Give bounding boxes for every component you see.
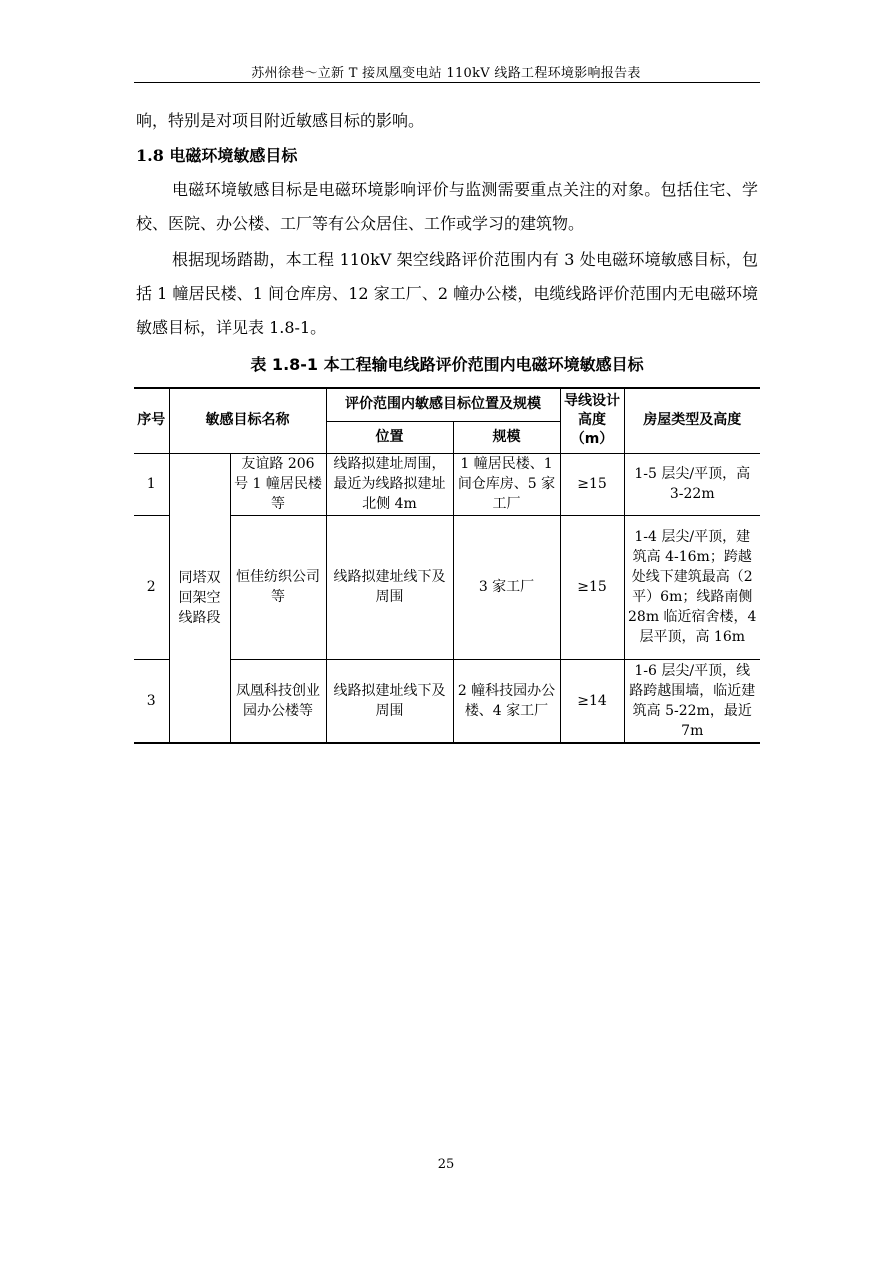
page-number: 25: [437, 1157, 455, 1172]
row-seq: 3: [134, 659, 169, 743]
header-scale: 规模: [453, 421, 560, 453]
table-caption: 表 1.8-1 本工程输电线路评价范围内电磁环境敏感目标: [250, 355, 644, 374]
row-height: ≥15: [560, 453, 624, 515]
row-house: 1-6 层尖/平顶，线路跨越围墙，临近建筑高 5-22m，最近 7m: [624, 659, 760, 743]
row-house: 1-4 层尖/平顶，建筑高 4-16m；跨越处线下建筑最高（2 平）6m；线路南侧 28m 临近宿舍楼，4 层平顶，高 16m: [624, 515, 760, 659]
segment-cell: 同塔双回架空线路段: [169, 453, 230, 743]
row-position: 线路拟建址线下及周围: [326, 659, 453, 743]
header-seq: 序号: [134, 388, 169, 453]
row-scale: 1 幢居民楼、1 间仓库房、5 家工厂: [453, 453, 560, 515]
row-name: 恒佳纺织公司等: [230, 515, 326, 659]
section-number: 1.8: [136, 146, 164, 165]
survey-paragraph: 根据现场踏勘，本工程 110kV 架空线路评价范围内有 3 处电磁环境敏感目标，包括 1 幢居民楼、1 间仓库房、12 家工厂、2 幢办公楼，电缆线路评价范围内无电磁环境敏感目标，详见表 1.8-1。: [136, 250, 758, 337]
row-name: 凤凰科技创业园办公楼等: [230, 659, 326, 743]
table-row: [134, 453, 760, 515]
section-heading: [136, 142, 297, 170]
header-height: 导线设计高度（m）: [560, 388, 624, 453]
row-height: ≥14: [560, 659, 624, 743]
row-seq: 1: [134, 453, 169, 515]
row-position: 线路拟建址线下及周围: [326, 515, 453, 659]
section-title: 电磁环境敏感目标: [169, 146, 298, 165]
sensitive-targets-table: [134, 387, 760, 744]
continuation-paragraph: 响，特别是对项目附近敏感目标的影响。: [136, 111, 425, 130]
row-scale: 2 幢科技园办公楼、4 家工厂: [453, 659, 560, 743]
header-name: 敏感目标名称: [169, 388, 326, 453]
header-scope-group: 评价范围内敏感目标位置及规模: [326, 388, 560, 421]
running-header: 苏州徐巷～立新 T 接凤凰变电站 110kV 线路工程环境影响报告表: [251, 66, 641, 81]
header-rule: [134, 82, 760, 83]
row-name: 友谊路 206 号 1 幢居民楼等: [230, 453, 326, 515]
header-house: 房屋类型及高度: [624, 388, 760, 453]
row-height: ≥15: [560, 515, 624, 659]
header-position: 位置: [326, 421, 453, 453]
intro-paragraph: 电磁环境敏感目标是电磁环境影响评价与监测需要重点关注的对象。包括住宅、学校、医院、办公楼、工厂等有公众居住、工作或学习的建筑物。: [136, 180, 758, 233]
row-position: 线路拟建址周围，最近为线路拟建址北侧 4m: [326, 453, 453, 515]
row-house: 1-5 层尖/平顶，高 3-22m: [624, 453, 760, 515]
row-scale: 3 家工厂: [453, 515, 560, 659]
row-seq: 2: [134, 515, 169, 659]
